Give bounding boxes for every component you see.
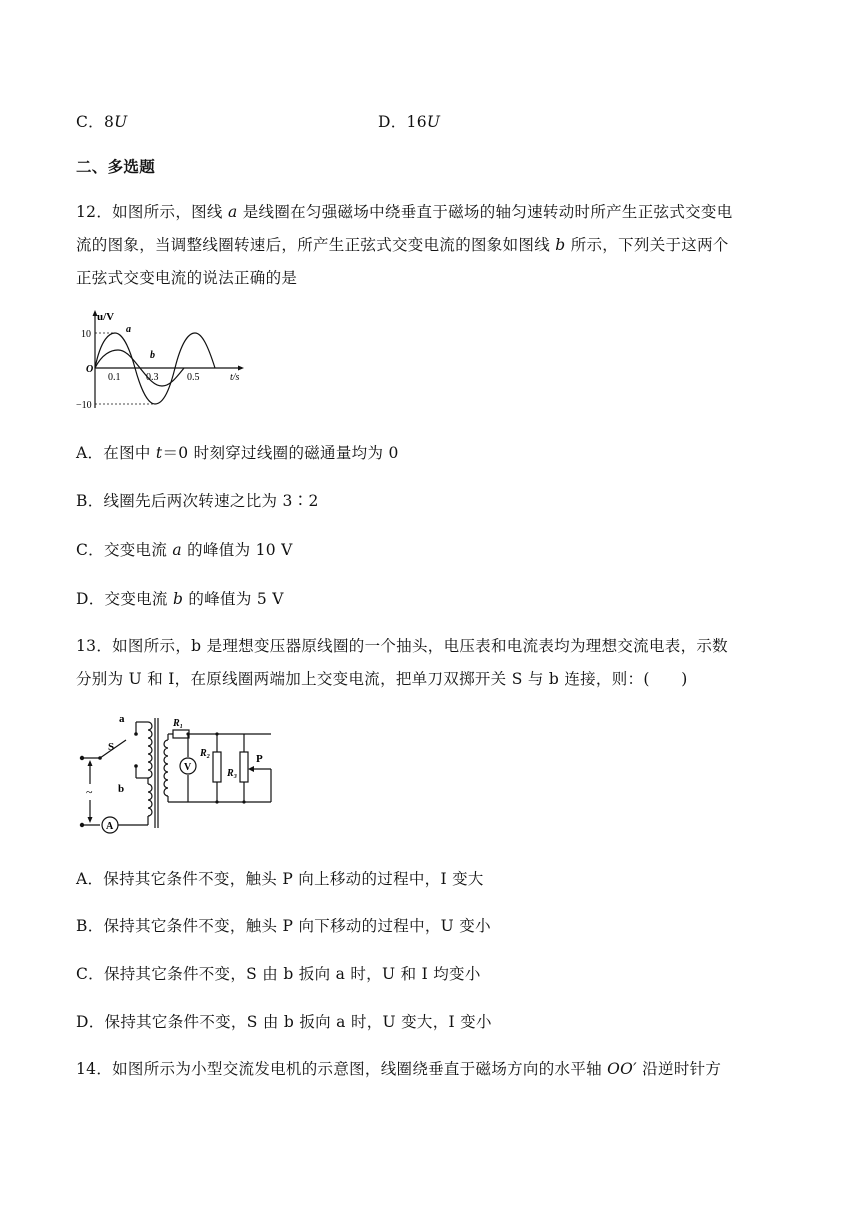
resistor-r3 bbox=[240, 752, 248, 782]
graph-ytick-bottom: −10 bbox=[76, 400, 92, 411]
graph-xtick: 0.5 bbox=[187, 372, 200, 383]
q13-option-d: D．保持其它条件不变，S 由 b 扳向 a 时，U 变大，I 变小 bbox=[76, 1013, 492, 1031]
primary-coil-lower bbox=[148, 784, 152, 816]
q11-option-c-var: U bbox=[114, 113, 128, 131]
secondary-coil bbox=[164, 740, 168, 796]
q12-stem-line1 bbox=[76, 202, 733, 222]
junction-dot-icon bbox=[186, 732, 189, 735]
q12-stem-text: 流的图象，当调整线圈转速后，所产生正弦式交变电流的图象如图线 bbox=[76, 236, 556, 254]
label-b: b bbox=[118, 783, 125, 795]
q12-option-a bbox=[76, 443, 399, 463]
x-axis-arrow-icon bbox=[238, 366, 244, 371]
switch-pivot-icon bbox=[98, 756, 102, 760]
voltmeter-label: V bbox=[184, 762, 192, 773]
ammeter-label: A bbox=[106, 821, 114, 832]
input-terminal-bottom-icon bbox=[80, 823, 84, 827]
voltage-arrow-down-icon bbox=[88, 817, 93, 823]
slider-arrow-icon bbox=[248, 766, 254, 772]
option-var: t bbox=[155, 444, 163, 462]
option-text: C．交变电流 bbox=[76, 541, 173, 559]
label-slider-p: P bbox=[256, 753, 263, 765]
q13-stem-line2: 分别为 U 和 I，在原线圈两端加上交变电流，把单刀双掷开关 S 与 b 连接，则：( ) bbox=[76, 670, 688, 688]
q12-voltage-graph bbox=[74, 308, 254, 414]
option-var: a bbox=[172, 541, 182, 559]
resistor-r2 bbox=[213, 752, 221, 782]
option-var: b bbox=[172, 590, 184, 608]
q12-var-a: a bbox=[227, 203, 238, 221]
junction-dot-icon bbox=[215, 732, 218, 735]
q12-option-c bbox=[76, 540, 293, 560]
q12-option-b: B．线圈先后两次转速之比为 3∶2 bbox=[76, 492, 319, 510]
q12-stem-text: 12．如图所示，图线 bbox=[76, 203, 228, 221]
switch-contact-a-icon bbox=[134, 732, 138, 736]
option-text: D．交变电流 bbox=[76, 590, 173, 608]
curve-b-label: b bbox=[150, 350, 155, 361]
graph-xlabel: t/s bbox=[230, 372, 240, 383]
q13-option-b: B．保持其它条件不变，触头 P 向下移动的过程中，U 变小 bbox=[76, 917, 491, 935]
label-r2: R₂ bbox=[200, 748, 211, 759]
label-ac-source: ~ bbox=[86, 785, 93, 799]
q14-stem-text: 沿逆时针方 bbox=[637, 1060, 722, 1078]
q11-option-d-prefix: D．16 bbox=[378, 113, 427, 131]
q13-stem-line1: 13．如图所示，b 是理想变压器原线圈的一个抽头，电压表和电流表均为理想交流电表，示数 bbox=[76, 637, 728, 655]
option-text: ＝0 时刻穿过线圈的磁通量均为 0 bbox=[162, 444, 399, 462]
graph-xtick: 0.3 bbox=[146, 372, 159, 383]
graph-origin: O bbox=[86, 364, 94, 375]
junction-dot-icon bbox=[242, 800, 245, 803]
q13-option-c: C．保持其它条件不变，S 由 b 扳向 a 时，U 和 I 均变小 bbox=[76, 965, 481, 983]
input-terminal-top-icon bbox=[80, 756, 84, 760]
label-r3: R₃ bbox=[227, 768, 238, 779]
graph-xtick: 0.1 bbox=[108, 372, 121, 383]
graph-ytick-top: 10 bbox=[81, 329, 91, 340]
q11-option-d-var: U bbox=[426, 113, 441, 131]
q12-option-d bbox=[76, 589, 284, 609]
option-text: 的峰值为 10 V bbox=[181, 541, 293, 559]
option-text: 的峰值为 5 V bbox=[183, 590, 284, 608]
label-switch-s: S bbox=[108, 741, 115, 753]
q14-axis-var: OO′ bbox=[607, 1060, 637, 1078]
label-a: a bbox=[119, 713, 125, 725]
label-r1: R₁ bbox=[173, 718, 184, 729]
q12-stem-line2 bbox=[76, 235, 729, 255]
option-text: A．在图中 bbox=[76, 444, 156, 462]
voltage-arrow-up-icon bbox=[88, 760, 93, 766]
section-title: 二、多选题 bbox=[76, 158, 156, 176]
curve-a-label: a bbox=[126, 324, 131, 335]
q14-stem-line1 bbox=[76, 1059, 721, 1079]
q11-option-c-prefix: C．8 bbox=[76, 113, 115, 131]
switch-contact-b-icon bbox=[134, 764, 138, 768]
q12-stem-text: 是线圈在匀强磁场中绕垂直于磁场的轴匀速转动时所产生正弦式交变电 bbox=[237, 203, 733, 221]
q12-var-b: b bbox=[555, 236, 566, 254]
q14-stem-text: 14．如图所示为小型交流发电机的示意图，线圈绕垂直于磁场方向的水平轴 bbox=[76, 1060, 608, 1078]
q13-option-a: A．保持其它条件不变，触头 P 向上移动的过程中，I 变大 bbox=[76, 870, 484, 888]
q12-stem-line3: 正弦式交变电流的说法正确的是 bbox=[76, 269, 298, 287]
graph-ylabel: u/V bbox=[97, 311, 115, 323]
q12-stem-text: 所示，下列关于这两个 bbox=[565, 236, 729, 254]
q11-option-d bbox=[378, 112, 440, 132]
junction-dot-icon bbox=[215, 800, 218, 803]
q11-option-c bbox=[76, 112, 128, 132]
primary-coil-upper bbox=[148, 722, 152, 778]
q13-transformer-circuit bbox=[76, 712, 296, 834]
